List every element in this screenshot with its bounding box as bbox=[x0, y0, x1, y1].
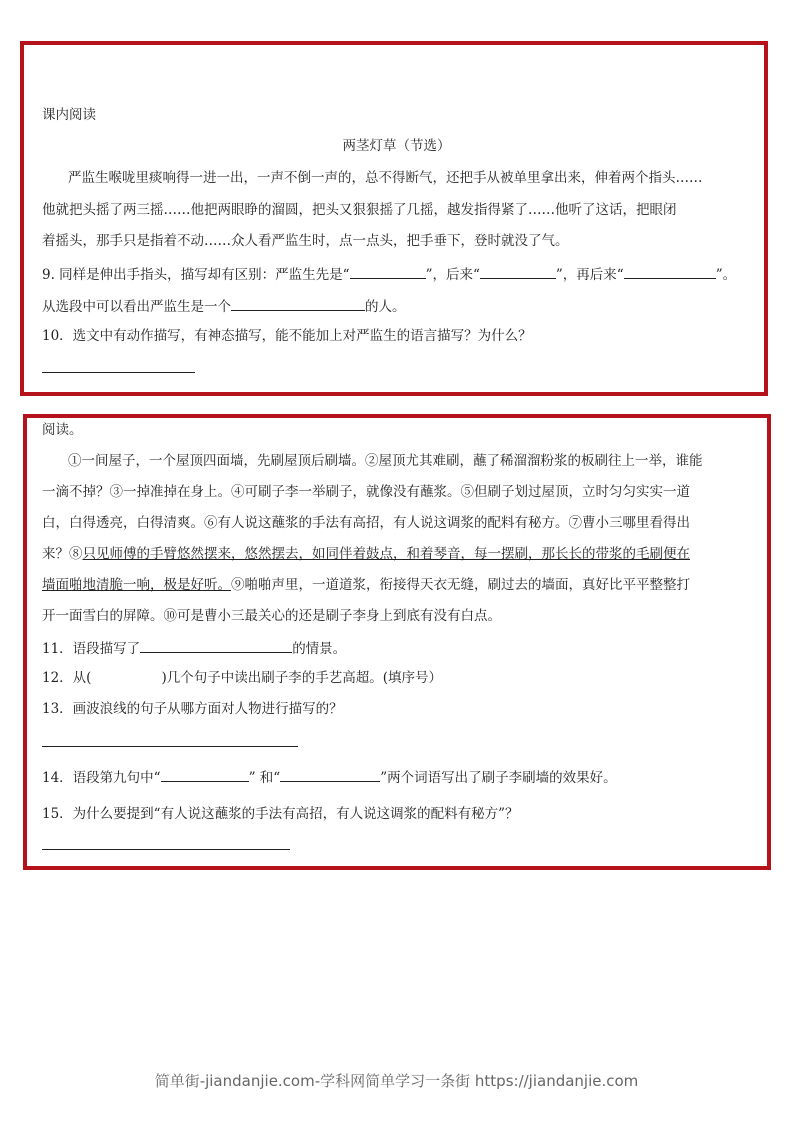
passage-line-2: 他就把头摇了两三摇……他把两眼睁的溜圆，把头又狠狠摇了几摇，越发指得紧了……他听了这话，把眼闭 bbox=[42, 202, 677, 218]
q9-text-c: ”，再后来“ bbox=[555, 267, 624, 283]
q9-text-a: 9. 同样是伸出手指头，描写却有区别：严监生先是“ bbox=[42, 267, 350, 283]
wavy-sentence-part-2: 墙面啪地清脆一响，极是好听。 bbox=[42, 577, 231, 593]
q11-text-b: 的情景。 bbox=[292, 641, 347, 657]
passage-line-1: 严监生喉咙里痰响得一进一出，一声不倒一声的，总不得断气，还把手从被单里拿出来，伸着两个指头…… bbox=[68, 170, 703, 186]
question-15: 15．为什么要提到“有人说这蘸浆的手法有高招，有人说这调浆的配料有秘方”？ bbox=[42, 806, 519, 822]
question-11 bbox=[42, 638, 346, 658]
q13-answer-line[interactable] bbox=[42, 746, 298, 747]
question-13: 13．画波浪线的句子从哪方面对人物进行描写的？ bbox=[42, 701, 343, 717]
q9-blank-3[interactable] bbox=[624, 264, 716, 279]
question-9 bbox=[42, 264, 736, 284]
passage2-line-5-plain: ⑨啪啪声里，一道道浆，衔接得天衣无缝，刷过去的墙面，真好比平平整整打 bbox=[231, 577, 690, 593]
passage2-line-4 bbox=[42, 545, 690, 563]
q14-text-c: ”两个词语写出了刷子李刷墙的效果好。 bbox=[380, 770, 617, 786]
q14-text-a: 14．语段第九句中“ bbox=[42, 770, 161, 786]
q10-answer-line[interactable] bbox=[42, 372, 195, 373]
passage2-line-1: ①一间屋子，一个屋顶四面墙，先刷屋顶后刷墙。②屋顶尤其难刷，蘸了稀溜溜粉浆的板刷往上一举，谁能 bbox=[68, 453, 703, 469]
q12-text-b: )几个句子中读出刷子李的手艺高超。(填序号） bbox=[161, 670, 442, 686]
q9-blank-4[interactable] bbox=[231, 296, 365, 311]
q15-answer-line[interactable] bbox=[42, 849, 290, 850]
question-9-line-2 bbox=[42, 296, 406, 316]
passage2-line-6: 开一面雪白的屏障。⑩可是曹小三最关心的还是刷子李身上到底有没有白点。 bbox=[42, 608, 501, 624]
question-12 bbox=[42, 669, 442, 687]
q9-line2-text-b: 的人。 bbox=[365, 299, 406, 315]
q9-line2-text-a: 从选段中可以看出严监生是一个 bbox=[42, 299, 231, 315]
section2-heading: 阅读。 bbox=[42, 422, 83, 438]
q14-blank-1[interactable] bbox=[161, 767, 249, 782]
q9-text-b: ”，后来“ bbox=[425, 267, 480, 283]
q9-blank-1[interactable] bbox=[350, 264, 426, 279]
question-14 bbox=[42, 767, 617, 787]
passage2-line-3: 白，白得透亮，白得清爽。⑥有人说这蘸浆的手法有高招，有人说这调浆的配料有秘方。⑦曹小三哪里看得出 bbox=[42, 515, 690, 531]
q11-blank[interactable] bbox=[140, 638, 292, 653]
q14-text-b: ” 和“ bbox=[248, 770, 281, 786]
passage2-line-5 bbox=[42, 576, 690, 594]
passage-line-3: 着摇头，那手只是指着不动……众人看严监生时，点一点头，把手垂下，登时就没了气。 bbox=[42, 233, 569, 249]
question-10: 10．选文中有动作描写，有神态描写，能不能加上对严监生的语言描写？为什么？ bbox=[42, 328, 532, 344]
q14-blank-2[interactable] bbox=[280, 767, 380, 782]
q9-text-d: ”。 bbox=[715, 267, 737, 283]
section1-heading: 课内阅读 bbox=[42, 107, 96, 123]
passage-title: 两茎灯草（节选） bbox=[342, 138, 451, 154]
footer-watermark: 简单街-jiandanjie.com-学科网简单学习一条街 https://jiandanjie.com bbox=[154, 1072, 639, 1090]
q12-text-a: 12．从( bbox=[42, 670, 92, 686]
q9-blank-2[interactable] bbox=[480, 264, 556, 279]
wavy-sentence-part-1: 只见师傅的手臂悠然摆来，悠然摆去，如同伴着鼓点，和着琴音，每一摆刷，那长长的带浆的毛刷便在 bbox=[82, 546, 690, 562]
passage2-line-4-plain: 来？⑧ bbox=[42, 546, 83, 562]
q11-text-a: 11．语段描写了 bbox=[42, 641, 141, 657]
passage2-line-2: 一滴不掉？③一掉准掉在身上。④可刷子李一举刷子，就像没有蘸浆。⑤但刷子划过屋顶，立时匀匀实实一道 bbox=[42, 484, 690, 500]
